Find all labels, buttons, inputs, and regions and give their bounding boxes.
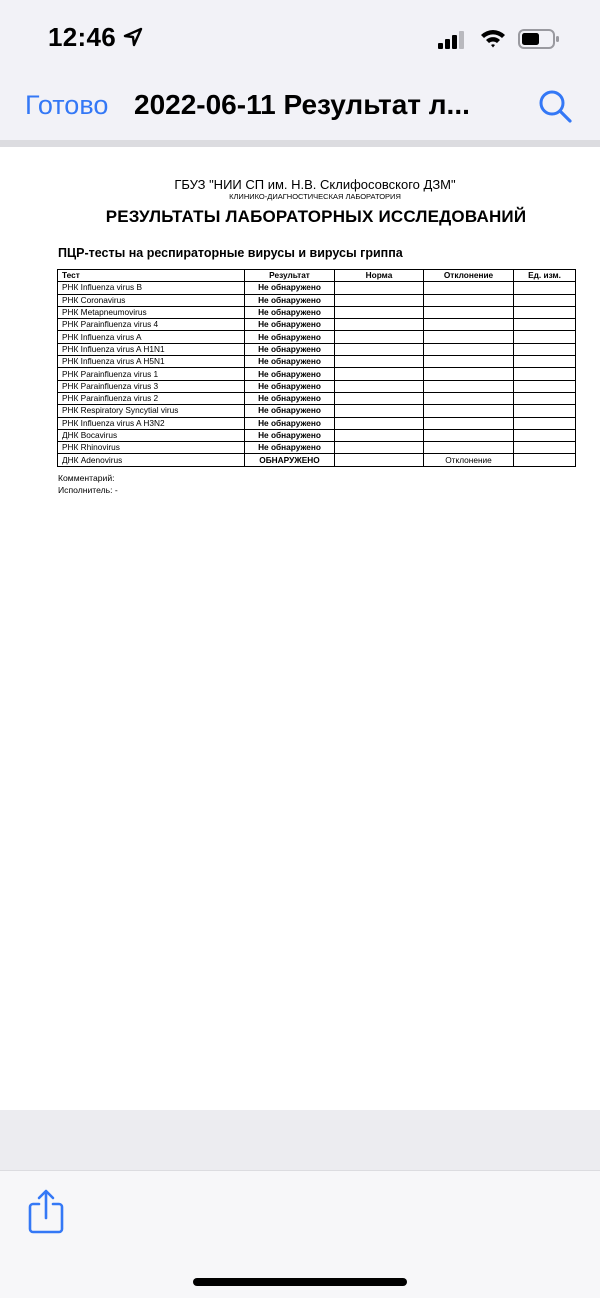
table-row: [58, 380, 576, 392]
cell-norm: [335, 368, 424, 380]
cell-norm: [335, 319, 424, 331]
cell-norm: [335, 454, 424, 466]
cell-deviation: [424, 294, 514, 306]
table-row: [58, 417, 576, 429]
cell-norm: [335, 417, 424, 429]
table-row: [58, 405, 576, 417]
cell-test: РНК Coronavirus: [58, 294, 245, 306]
wifi-icon: [480, 28, 506, 48]
cellular-signal-icon: [438, 31, 466, 49]
cell-unit: [514, 282, 576, 294]
cell-norm: [335, 392, 424, 404]
cell-result: Не обнаружено: [245, 343, 335, 355]
battery-icon: [518, 28, 560, 50]
status-time: 12:46: [48, 22, 116, 52]
cell-result: Не обнаружено: [245, 294, 335, 306]
cell-norm: [335, 343, 424, 355]
nav-divider: [0, 140, 600, 147]
cell-result: Не обнаружено: [245, 405, 335, 417]
cell-result: Не обнаружено: [245, 417, 335, 429]
cell-deviation: [424, 343, 514, 355]
laboratory-name: КЛИНИКО-ДИАГНОСТИЧЕСКАЯ ЛАБОРАТОРИЯ: [229, 192, 401, 201]
cell-unit: [514, 319, 576, 331]
cell-test: ДНК Bocavirus: [58, 429, 245, 441]
cell-test: РНК Parainfluenza virus 2: [58, 392, 245, 404]
bottom-toolbar: [0, 1170, 600, 1298]
cell-deviation: [424, 417, 514, 429]
cell-norm: [335, 442, 424, 454]
document-page[interactable]: [0, 147, 600, 1110]
cell-norm: [335, 380, 424, 392]
status-bar: [0, 0, 600, 78]
cell-norm: [335, 429, 424, 441]
cell-unit: [514, 429, 576, 441]
cell-deviation: [424, 306, 514, 318]
cell-test: РНК Metapneumovirus: [58, 306, 245, 318]
cell-unit: [514, 294, 576, 306]
cell-unit: [514, 405, 576, 417]
cell-unit: [514, 331, 576, 343]
cell-result: Не обнаружено: [245, 331, 335, 343]
cell-result: Не обнаружено: [245, 356, 335, 368]
column-header-unit: Ед. изм.: [514, 270, 576, 282]
cell-result: Не обнаружено: [245, 368, 335, 380]
cell-test: РНК Rhinovirus: [58, 442, 245, 454]
cell-test: РНК Influenza virus B: [58, 282, 245, 294]
cell-unit: [514, 343, 576, 355]
cell-norm: [335, 306, 424, 318]
report-title: РЕЗУЛЬТАТЫ ЛАБОРАТОРНЫХ ИССЛЕДОВАНИЙ: [105, 207, 527, 226]
executor-label: Исполнитель: -: [58, 485, 118, 495]
nav-bar: [0, 78, 600, 140]
cell-test: ДНК Adenovirus: [58, 454, 245, 466]
results-table: [57, 269, 576, 467]
cell-deviation: [424, 282, 514, 294]
table-row: [58, 282, 576, 294]
share-icon[interactable]: [27, 1189, 65, 1235]
cell-unit: [514, 442, 576, 454]
cell-unit: [514, 368, 576, 380]
cell-result: Не обнаружено: [245, 429, 335, 441]
cell-result: Не обнаружено: [245, 282, 335, 294]
table-row: [58, 392, 576, 404]
table-row: [58, 343, 576, 355]
table-row: [58, 306, 576, 318]
cell-norm: [335, 356, 424, 368]
column-header-norm: Норма: [335, 270, 424, 282]
cell-deviation: [424, 331, 514, 343]
cell-unit: [514, 306, 576, 318]
cell-deviation: [424, 429, 514, 441]
cell-result: Не обнаружено: [245, 380, 335, 392]
location-arrow-icon: [122, 26, 144, 48]
cell-test: РНК Influenza virus A H1N1: [58, 343, 245, 355]
cell-result: Не обнаружено: [245, 319, 335, 331]
cell-test: РНК Influenza virus A: [58, 331, 245, 343]
table-row: [58, 442, 576, 454]
home-indicator[interactable]: [193, 1278, 407, 1286]
cell-norm: [335, 282, 424, 294]
cell-deviation: [424, 356, 514, 368]
column-header-test: Тест: [58, 270, 245, 282]
cell-test: РНК Influenza virus A H3N2: [58, 417, 245, 429]
organization-name: ГБУЗ "НИИ СП им. Н.В. Склифосовского ДЗМ": [174, 177, 456, 192]
table-header-row: [58, 270, 576, 282]
page-gap: [0, 1110, 600, 1170]
cell-unit: [514, 356, 576, 368]
cell-test: РНК Respiratory Syncytial virus: [58, 405, 245, 417]
cell-unit: [514, 454, 576, 466]
done-button[interactable]: Готово: [25, 90, 109, 120]
cell-test: РНК Influenza virus A H5N1: [58, 356, 245, 368]
cell-result: Не обнаружено: [245, 392, 335, 404]
document-title: 2022-06-11 Результат л...: [134, 89, 470, 120]
cell-result: Не обнаружено: [245, 442, 335, 454]
section-title: ПЦР-тесты на респираторные вирусы и вирусы гриппа: [58, 246, 403, 260]
cell-norm: [335, 331, 424, 343]
column-header-deviation: Отклонение: [424, 270, 514, 282]
cell-deviation: [424, 368, 514, 380]
cell-norm: [335, 294, 424, 306]
table-row: [58, 331, 576, 343]
cell-result: Не обнаружено: [245, 306, 335, 318]
table-row: [58, 356, 576, 368]
cell-deviation: [424, 442, 514, 454]
cell-test: РНК Parainfluenza virus 3: [58, 380, 245, 392]
column-header-result: Результат: [245, 270, 335, 282]
table-row: [58, 319, 576, 331]
cell-unit: [514, 392, 576, 404]
cell-unit: [514, 417, 576, 429]
cell-norm: [335, 405, 424, 417]
cell-deviation: [424, 380, 514, 392]
table-row: [58, 454, 576, 466]
cell-deviation: [424, 319, 514, 331]
cell-deviation: Отклонение: [424, 454, 514, 466]
cell-test: РНК Parainfluenza virus 4: [58, 319, 245, 331]
table-row: [58, 294, 576, 306]
search-icon[interactable]: [537, 88, 575, 126]
table-row: [58, 429, 576, 441]
comment-label: Комментарий:: [58, 473, 115, 483]
cell-result: ОБНАРУЖЕНО: [245, 454, 335, 466]
cell-test: РНК Parainfluenza virus 1: [58, 368, 245, 380]
table-row: [58, 368, 576, 380]
cell-unit: [514, 380, 576, 392]
cell-deviation: [424, 405, 514, 417]
cell-deviation: [424, 392, 514, 404]
